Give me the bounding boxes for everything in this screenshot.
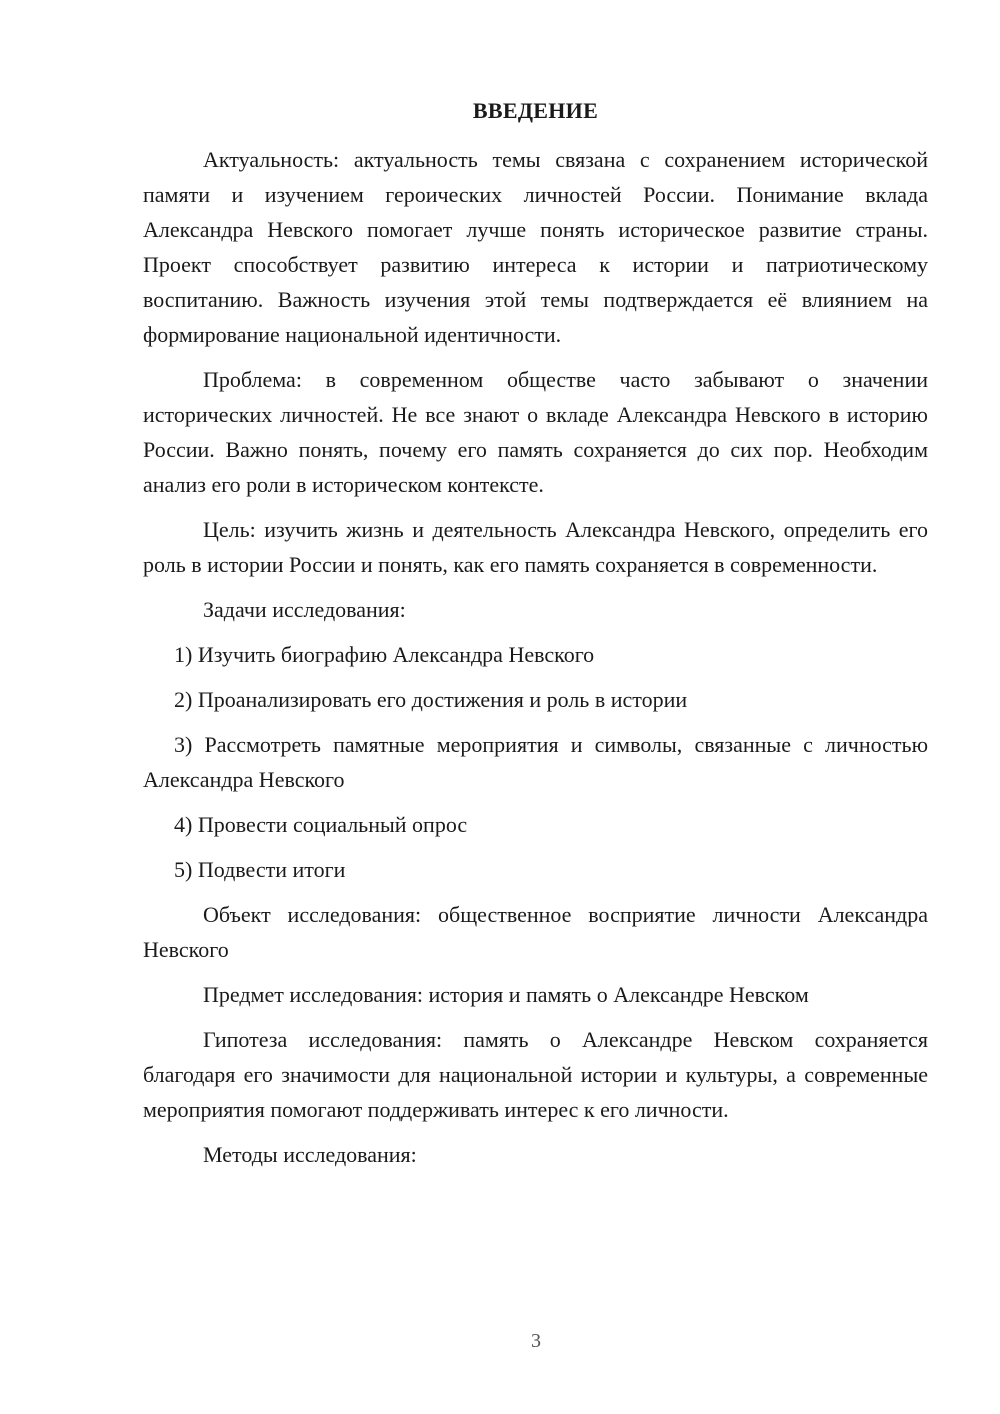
task-item: 2) Проанализировать его достижения и роль в истории: [174, 687, 688, 712]
object-paragraph: Объект исследования: общественное восприятие личности Александра Невского: [143, 902, 928, 962]
hypothesis-paragraph: Гипотеза исследования: память о Александре Невском сохраняется благодаря его значимости для национальной истории и культуры, а современные мероприятия помогают поддерживать интерес к его личности.: [143, 1027, 928, 1122]
task-item: 4) Провести социальный опрос: [174, 812, 468, 837]
task-item: 1) Изучить биографию Александра Невского: [174, 642, 595, 667]
relevance-paragraph: Актуальность: актуальность темы связана с сохранением исторической памяти и изучением героических личностей России. Понимание вклада Александра Невского помогает лучше понять историческое развитие страны. Проект способствует развитию интереса к истории и патриотическому воспитанию. Важность изучения этой темы подтверждается её влиянием на формирование национальной идентичности.: [143, 147, 928, 347]
document-page: [143, 95, 928, 1182]
problem-paragraph: Проблема: в современном обществе часто забывают о значении исторических личностей. Не все знают о вкладе Александра Невского в историю России. Важно понять, почему его память сохраняется до сих пор. Необходим анализ его роли в историческом контексте.: [143, 367, 928, 497]
task-item: 5) Подвести итоги: [174, 857, 346, 882]
subject-paragraph: Предмет исследования: история и память о Александре Невском: [203, 982, 809, 1007]
methods-heading: Методы исследования:: [203, 1142, 417, 1167]
task-item: 3) Рассмотреть памятные мероприятия и символы, связанные с личностью Александра Невского: [143, 732, 928, 792]
goal-paragraph: Цель: изучить жизнь и деятельность Александра Невского, определить его роль в истории России и понять, как его память сохраняется в современности.: [143, 517, 928, 577]
tasks-heading: Задачи исследования:: [203, 597, 406, 622]
section-title: ВВЕДЕНИЕ: [472, 98, 599, 123]
page-number: 3: [531, 1330, 541, 1352]
